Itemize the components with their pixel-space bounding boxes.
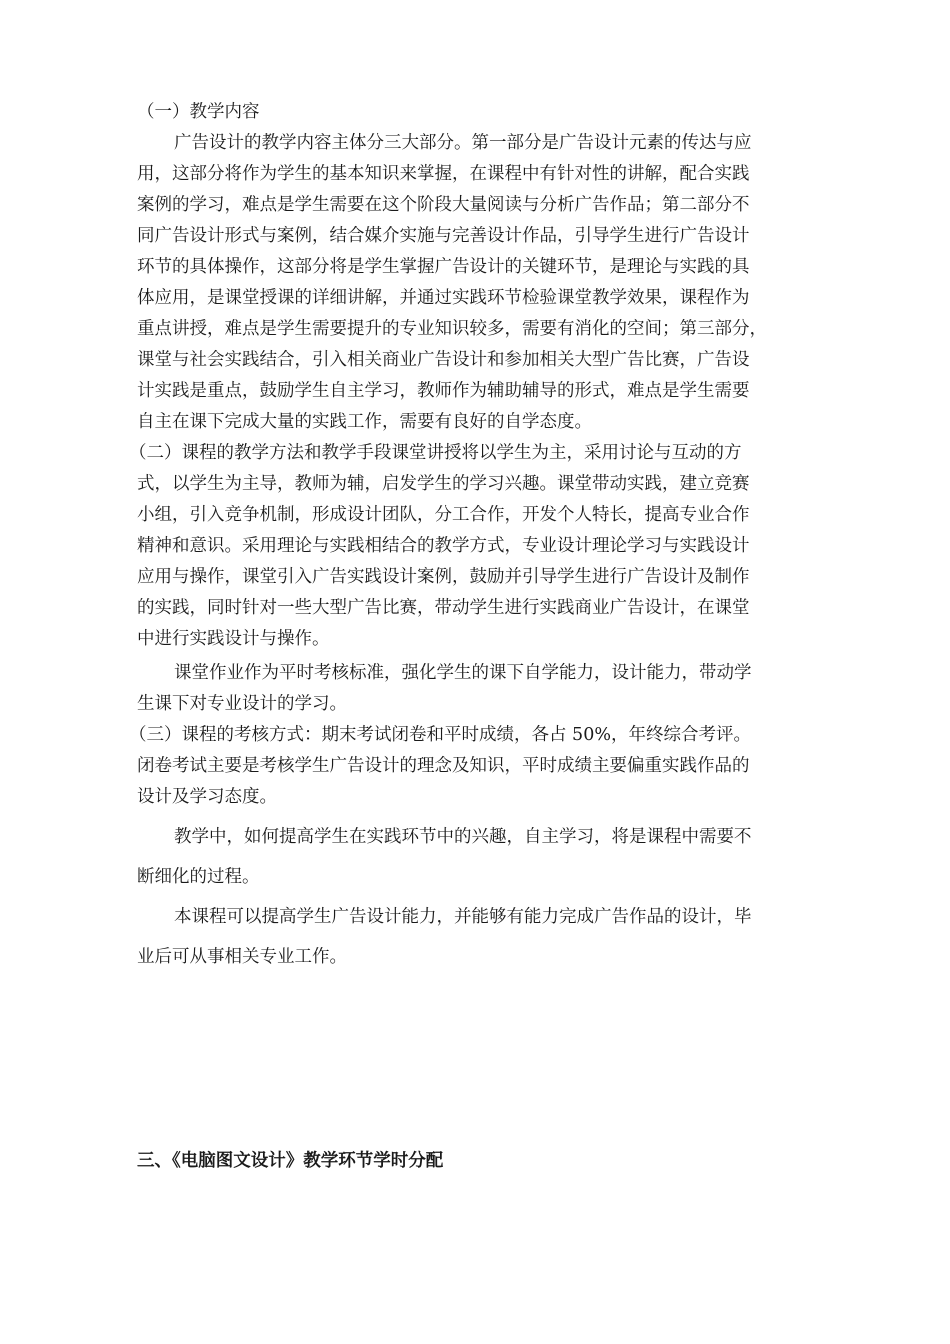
section-3-line: 设计及学习态度。 [137,787,277,807]
section-1-line: 环节的具体操作，这部分将是学生掌握广告设计的关键环节，是理论与实践的具 [137,257,750,277]
section-1-line: 体应用，是课堂授课的详细讲解，并通过实践环节检验课堂教学效果，课程作为 [137,288,750,308]
homework-line: 课堂作业作为平时考核标准，强化学生的课下自学能力，设计能力，带动学 [174,663,752,683]
section-heading: 三、《电脑图文设计》教学环节学时分配 [137,1151,444,1171]
section-1-line: 重点讲授，难点是学生需要提升的专业知识较多，需要有消化的空间；第三部分， [137,319,767,339]
section-1-line: 案例的学习，难点是学生需要在这个阶段大量阅读与分析广告作品；第二部分不 [137,195,750,215]
section-2-line: 式，以学生为主导，教师为辅，启发学生的学习兴趣。课堂带动实践，建立竞赛 [137,474,750,494]
section-1-line: 计实践是重点，鼓励学生自主学习，教师作为辅助辅导的形式，难点是学生需要 [137,381,750,401]
section-1-title: （一）教学内容 [137,102,260,122]
section-1-line: 同广告设计形式与案例，结合媒介实施与完善设计作品，引导学生进行广告设计 [137,226,750,246]
section-1-line: 自主在课下完成大量的实践工作，需要有良好的自学态度。 [137,412,592,432]
section-1-line: 课堂与社会实践结合，引入相关商业广告设计和参加相关大型广告比赛，广告设 [137,350,750,370]
closing-line: 教学中，如何提高学生在实践环节中的兴趣，自主学习，将是课程中需要不 [174,827,752,847]
homework-line: 生课下对专业设计的学习。 [137,694,347,714]
section-2-line: 小组，引入竞争机制，形成设计团队，分工合作，开发个人特长，提高专业合作 [137,505,750,525]
section-1-line: 广告设计的教学内容主体分三大部分。第一部分是广告设计元素的传达与应 [174,133,752,153]
closing-line: 断细化的过程。 [137,867,260,887]
section-2-line: （二）课程的教学方法和教学手段课堂讲授将以学生为主，采用讨论与互动的方 [129,443,742,463]
section-2-line: 中进行实践设计与操作。 [137,629,330,649]
section-1-line: 用，这部分将作为学生的基本知识来掌握，在课程中有针对性的讲解，配合实践 [137,164,750,184]
closing-line: 本课程可以提高学生广告设计能力，并能够有能力完成广告作品的设计，毕 [174,907,752,927]
section-3-line: 闭卷考试主要是考核学生广告设计的理念及知识，平时成绩主要偏重实践作品的 [137,756,750,776]
section-2-line: 精神和意识。采用理论与实践相结合的教学方式，专业设计理论学习与实践设计 [137,536,750,556]
closing-line: 业后可从事相关专业工作。 [137,947,347,967]
section-2-line: 的实践，同时针对一些大型广告比赛，带动学生进行实践商业广告设计，在课堂 [137,598,750,618]
section-2-line: 应用与操作，课堂引入广告实践设计案例，鼓励并引导学生进行广告设计及制作 [137,567,750,587]
section-3-line: （三）课程的考核方式：期末考试闭卷和平时成绩，各占 50%，年终综合考评。 [129,725,751,745]
